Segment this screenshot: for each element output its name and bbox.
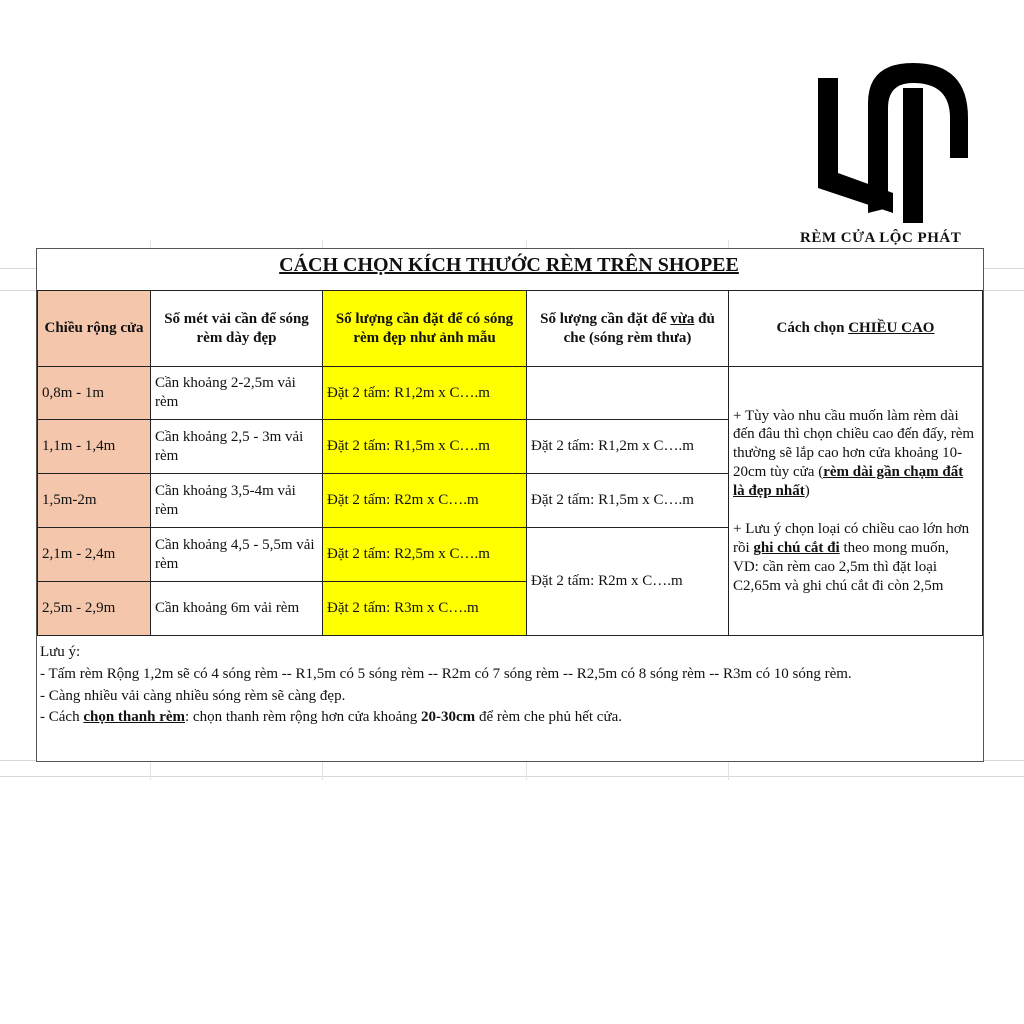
notes-text: : chọn thanh rèm rộng hơn cửa khoảng xyxy=(185,709,422,726)
notes-line: - Tấm rèm Rộng 1,2m sẽ có 4 sóng rèm -- R1,5m có 5 sóng rèm -- R2m có 7 sóng rèm -- R2,5m có 8 sóng rèm -- R3m có 10 sóng rèm. xyxy=(40,665,852,682)
cell-order-full: Đặt 2 tấm: R3m x C….m xyxy=(323,582,527,636)
cell-fabric: Cần khoảng 3,5-4m vải rèm xyxy=(151,474,323,528)
header-height xyxy=(729,291,983,367)
notes-line xyxy=(40,707,970,729)
brand-logo xyxy=(808,48,988,228)
header-height-underlined: CHIỀU CAO xyxy=(848,320,935,337)
cell-order-min: Đặt 2 tấm: R2m x C….m xyxy=(527,528,729,636)
height-note-p2 xyxy=(733,520,978,595)
page-title: CÁCH CHỌN KÍCH THƯỚC RÈM TRÊN SHOPEE xyxy=(279,254,739,276)
notes-text: để rèm che phủ hết cửa. xyxy=(475,709,623,726)
header-order-min xyxy=(527,291,729,367)
notes-section xyxy=(40,642,970,729)
size-table xyxy=(37,290,983,636)
height-note-bold: rèm dài gần chạm đất là đẹp nhất xyxy=(733,463,964,499)
notes-bold: 20-30cm xyxy=(421,709,476,726)
height-note-cell xyxy=(729,367,983,636)
cell-width: 1,5m-2m xyxy=(38,474,151,528)
height-note-text: + Tùy vào nhu cầu muốn làm rèm dài đến đâu thì chọn chiều cao đến đấy, rèm thường sẽ lắp cao hơn cửa khoảng 10-20cm tùy cửa ( xyxy=(733,407,975,480)
cell-fabric: Cần khoảng 2-2,5m vải rèm xyxy=(151,367,323,420)
grid-line xyxy=(0,776,1024,777)
height-note-bold: ghi chú cắt đi xyxy=(753,540,840,557)
cell-order-full: Đặt 2 tấm: R1,2m x C….m xyxy=(323,367,527,420)
notes-line: - Càng nhiều vải càng nhiều sóng rèm sẽ càng đẹp. xyxy=(40,687,346,704)
cell-fabric: Cần khoảng 4,5 - 5,5m vải rèm xyxy=(151,528,323,582)
notes-heading: Lưu ý: xyxy=(40,644,81,660)
height-note-text: + Lưu ý chọn loại có chiều cao lớn hơn rồi xyxy=(733,521,970,557)
cell-order-full: Đặt 2 tấm: R2,5m x C….m xyxy=(323,528,527,582)
cell-fabric: Cần khoảng 2,5 - 3m vải rèm xyxy=(151,420,323,474)
table-header-row xyxy=(38,291,983,367)
notes-bold: chọn thanh rèm xyxy=(83,709,186,726)
cell-fabric: Cần khoảng 6m vải rèm xyxy=(151,582,323,636)
cell-order-min: Đặt 2 tấm: R1,5m x C….m xyxy=(527,474,729,528)
height-note-text: ) xyxy=(804,482,810,499)
cell-order-min: Đặt 2 tấm: R1,2m x C….m xyxy=(527,420,729,474)
height-note-text: theo mong muốn, VD: cần rèm cao 2,5m thì đặt loại C2,65m và ghi chú cắt đi còn 2,5m xyxy=(733,540,949,594)
table-row xyxy=(38,367,983,420)
header-order-min-suffix: đủ che (sóng rèm thưa) xyxy=(563,310,715,346)
header-width: Chiều rộng cửa xyxy=(38,291,151,367)
header-order-min-prefix: Số lượng cần đặt để xyxy=(540,310,671,327)
cell-order-full: Đặt 2 tấm: R2m x C….m xyxy=(323,474,527,528)
height-note-p1 xyxy=(733,407,978,501)
brand-name: RÈM CỬA LỘC PHÁT xyxy=(800,230,962,246)
cell-width: 1,1m - 1,4m xyxy=(38,420,151,474)
header-order-full: Số lượng cần đặt để có sóng rèm đẹp như ảnh mẫu xyxy=(323,291,527,367)
header-height-prefix: Cách chọn xyxy=(776,320,849,337)
cell-width: 2,5m - 2,9m xyxy=(38,582,151,636)
cell-order-full: Đặt 2 tấm: R1,5m x C….m xyxy=(323,420,527,474)
cell-order-min xyxy=(527,367,729,420)
header-fabric: Số mét vải cần để sóng rèm dày đẹp xyxy=(151,291,323,367)
cell-width: 2,1m - 2,4m xyxy=(38,528,151,582)
cell-width: 0,8m - 1m xyxy=(38,367,151,420)
notes-text: - Cách xyxy=(40,709,84,726)
header-order-min-underlined: vừa xyxy=(670,310,695,327)
